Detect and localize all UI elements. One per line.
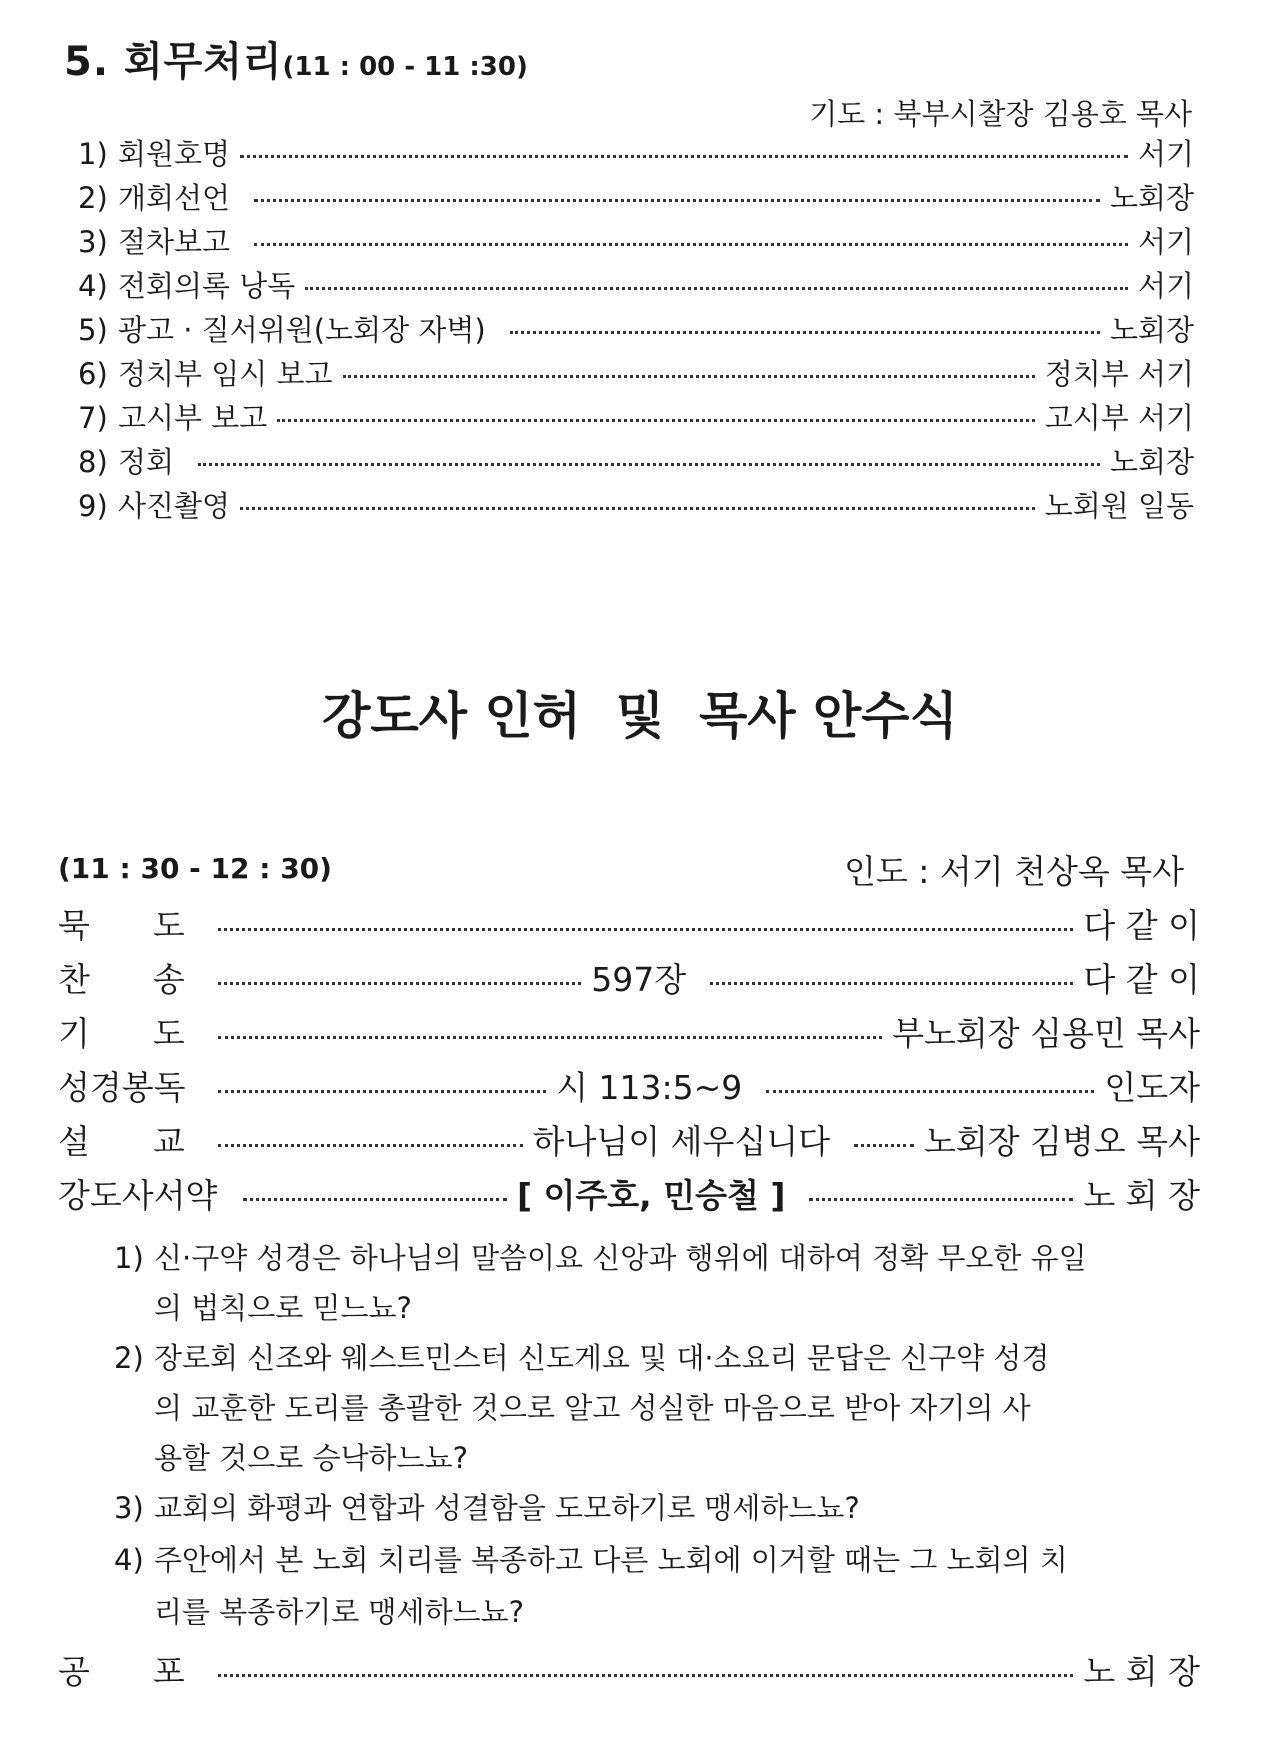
vow-item — [114, 1336, 1049, 1377]
section5-title-text: 5. 회무처리 — [64, 39, 283, 85]
vow-text: 장로회 신조와 웨스트민스터 신도게요 및 대·소요리 문답은 신구약 성경 — [154, 1341, 1050, 1375]
agenda-person: 고시부 서기 — [1044, 401, 1194, 435]
candidate-names: [ 이주호, 민승철 ] — [516, 1176, 786, 1215]
agenda-number: 3) — [78, 225, 108, 259]
vow-text: 교회의 화평과 연합과 성결함을 도모하기로 맹세하느뇨? — [154, 1491, 860, 1525]
dotted-leader — [218, 1036, 882, 1039]
proclamation-row — [58, 1646, 1200, 1693]
section5-time: (11 : 00 - 11 :30) — [282, 52, 528, 82]
vow-item — [114, 1236, 1087, 1277]
order-label: 찬 송 — [58, 960, 185, 999]
section5-title — [64, 30, 528, 87]
dotted-leader — [240, 507, 1035, 510]
agenda-item — [78, 176, 1194, 217]
agenda-number: 2) — [78, 181, 108, 215]
agenda-person: 노회장 — [1109, 313, 1194, 347]
order-label: 강도사서약 — [58, 1176, 218, 1215]
dotted-leader — [243, 1198, 507, 1201]
agenda-number: 7) — [78, 401, 108, 435]
agenda-label: 고시부 보고 — [118, 401, 268, 435]
order-person: 다 같 이 — [1083, 960, 1200, 999]
vow-text: 의 법칙으로 믿느뇨? — [154, 1291, 412, 1325]
agenda-number: 8) — [78, 445, 108, 479]
vow-text: 신·구약 성경은 하나님의 말씀이요 신앙과 행위에 대하여 정확 무오한 유일 — [154, 1241, 1087, 1275]
agenda-label: 회원호명 — [118, 137, 231, 171]
order-label: 기 도 — [58, 1014, 185, 1053]
order-item — [58, 900, 1200, 947]
vow-number: 4) — [114, 1543, 144, 1577]
vow-text: 용할 것으로 승낙하느뇨? — [154, 1441, 468, 1475]
vow-text: 의 교훈한 도리를 총괄한 것으로 알고 성실한 마음으로 받아 자기의 사 — [154, 1391, 1031, 1425]
ceremony-time: (11 : 30 - 12 : 30) — [58, 852, 332, 885]
dotted-leader — [277, 419, 1034, 422]
agenda-person: 서기 — [1137, 137, 1194, 171]
agenda-person: 노회장 — [1109, 445, 1194, 479]
dotted-leader — [218, 1674, 1073, 1677]
dotted-leader — [510, 331, 1100, 334]
agenda-person: 노회장 — [1109, 181, 1194, 215]
order-label: 묵 도 — [58, 906, 185, 945]
agenda-item — [78, 484, 1194, 525]
dotted-leader — [809, 1198, 1073, 1201]
dotted-leader — [305, 287, 1128, 290]
vow-text: 리를 복종하기로 맹세하느뇨? — [154, 1595, 524, 1629]
agenda-item — [78, 308, 1194, 349]
order-item — [58, 1008, 1200, 1055]
vow-item — [114, 1538, 1068, 1579]
dotted-leader — [218, 928, 1073, 931]
agenda-number: 5) — [78, 313, 108, 347]
vow-number: 2) — [114, 1341, 144, 1375]
agenda-person: 정치부 서기 — [1044, 357, 1194, 391]
agenda-number: 6) — [78, 357, 108, 391]
dotted-leader — [854, 1144, 914, 1147]
dotted-leader — [198, 463, 1100, 466]
order-item — [58, 954, 1200, 1001]
order-item — [58, 1170, 1200, 1217]
order-label: 성경봉독 — [58, 1068, 186, 1107]
dotted-leader — [218, 1144, 523, 1147]
dotted-leader — [218, 982, 581, 985]
agenda-person: 서기 — [1137, 225, 1194, 259]
agenda-label: 정회 — [118, 445, 175, 479]
order-person: 노회장 김병오 목사 — [923, 1122, 1200, 1161]
agenda-person: 서기 — [1137, 269, 1194, 303]
dotted-leader — [766, 1090, 1094, 1093]
agenda-label: 사진촬영 — [118, 489, 231, 523]
dotted-leader — [343, 375, 1035, 378]
agenda-item — [78, 264, 1194, 305]
order-person: 부노회장 심용민 목사 — [892, 1014, 1200, 1053]
dotted-leader — [240, 155, 1128, 158]
ceremony-leader: 인도 : 서기 천상옥 목사 — [844, 852, 1184, 891]
order-person: 노 회 장 — [1083, 1652, 1200, 1691]
order-label: 공 포 — [58, 1652, 185, 1691]
order-item — [58, 1116, 1200, 1163]
order-person: 다 같 이 — [1083, 906, 1200, 945]
dotted-leader — [254, 199, 1100, 202]
agenda-item — [78, 220, 1194, 261]
agenda-label: 광고 · 질서위원(노회장 자벽) — [118, 313, 486, 347]
agenda-number: 4) — [78, 269, 108, 303]
vow-item — [114, 1486, 860, 1527]
agenda-item — [78, 440, 1194, 481]
hymn-number: 597장 — [591, 960, 687, 999]
scripture-reference: 시 113:5~9 — [556, 1068, 743, 1107]
order-person: 인도자 — [1104, 1068, 1201, 1107]
agenda-number: 9) — [78, 489, 108, 523]
sermon-title: 하나님이 세우십니다 — [532, 1122, 830, 1161]
dotted-leader — [254, 243, 1128, 246]
ceremony-title: 강도사 인허 및 목사 안수식 — [322, 687, 958, 745]
vow-number: 3) — [114, 1491, 144, 1525]
order-label: 설 교 — [58, 1122, 185, 1161]
order-item — [58, 1062, 1200, 1109]
order-person: 노 회 장 — [1083, 1176, 1200, 1215]
vow-text: 주안에서 본 노회 치리를 복종하고 다른 노회에 이거할 때는 그 노회의 치 — [154, 1543, 1068, 1577]
vow-number: 1) — [114, 1241, 144, 1275]
dotted-leader — [710, 982, 1073, 985]
agenda-person: 노회원 일동 — [1044, 489, 1194, 523]
agenda-item — [78, 396, 1194, 437]
agenda-item — [78, 132, 1194, 173]
dotted-leader — [218, 1090, 546, 1093]
agenda-label: 절차보고 — [118, 225, 231, 259]
section5-prayer: 기도 : 북부시찰장 김용호 목사 — [809, 97, 1192, 131]
agenda-number: 1) — [78, 137, 108, 171]
agenda-label: 전회의록 낭독 — [118, 269, 296, 303]
agenda-label: 정치부 임시 보고 — [118, 357, 333, 391]
agenda-label: 개회선언 — [118, 181, 231, 215]
agenda-item — [78, 352, 1194, 393]
